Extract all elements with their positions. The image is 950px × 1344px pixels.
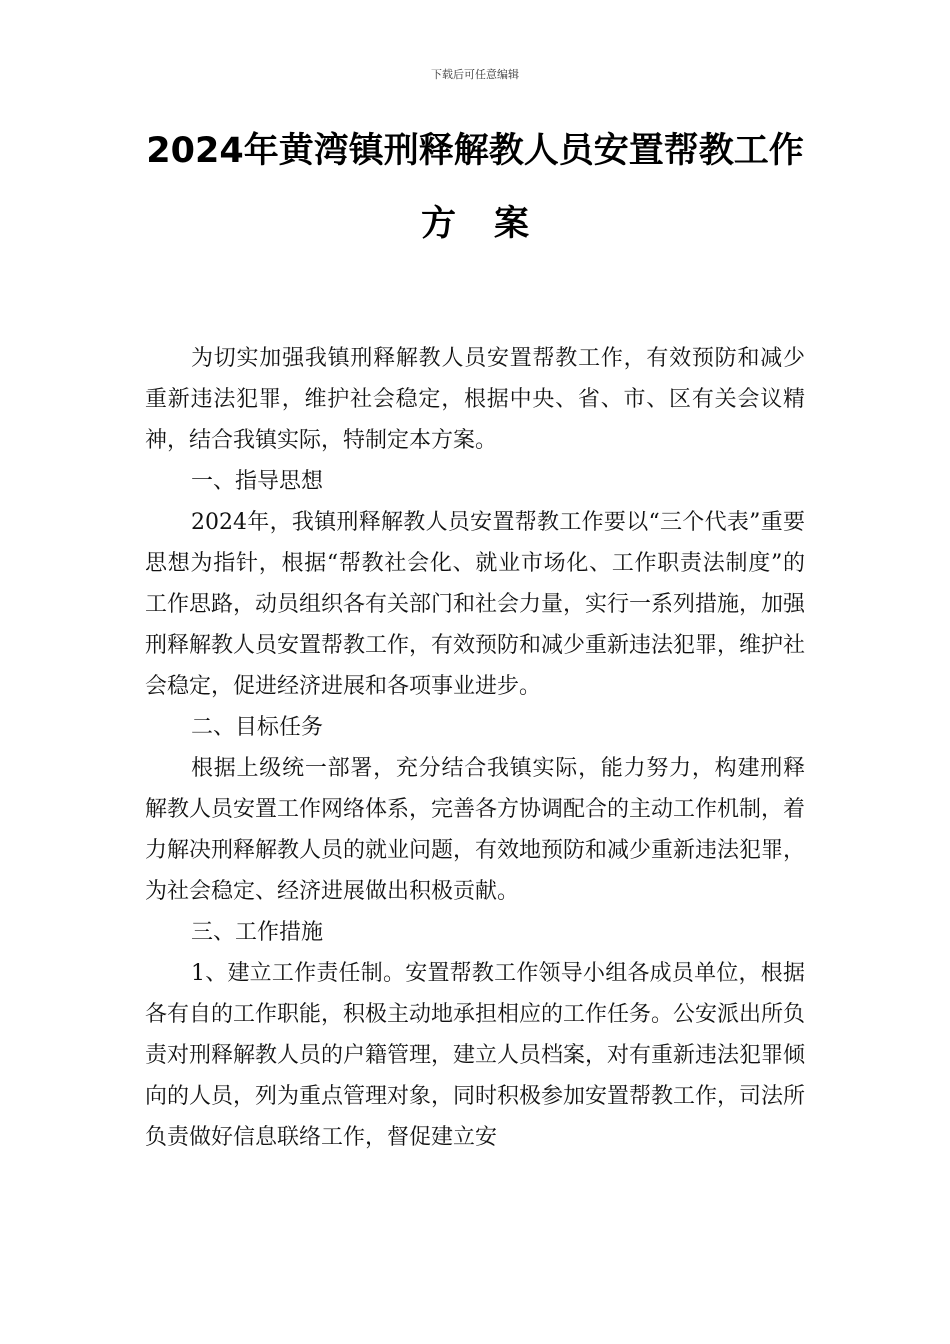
guiding-ideology-paragraph: 2024年，我镇刑释解教人员安置帮教工作要以“三个代表”重要思想为指针，根据“帮教社会化、就业市场化、工作职责法制度”的工作思路，动员组织各有关部门和社会力量，实行一系列措施，加强刑释解教人员安置帮教工作，有效预防和减少重新违法犯罪，维护社会稳定，促进经济进展和各项事业进步。 <box>145 510 806 699</box>
measures-paragraph-1: 1、建立工作责任制。安置帮教工作领导小组各成员单位，根据各有自的工作职能，积极主动地承担相应的工作任务。公安派出所负责对刑释解教人员的户籍管理，建立人员档案，对有重新违法犯罪倾向的人员，列为重点管理对象，同时积极参加安置帮教工作，司法所负责做好信息联络工作，督促建立安 <box>145 961 806 1150</box>
section-heading-goals: 二、目标任务 <box>191 715 324 740</box>
document-title-line2: 方案 <box>420 204 567 244</box>
document-title-line1: 2024年黄湾镇刑释解教人员安置帮教工作 <box>146 131 804 171</box>
goals-paragraph: 根据上级统一部署，充分结合我镇实际，能力努力，构建刑释解教人员安置工作网络体系，完善各方协调配合的主动工作机制，着力解决刑释解教人员的就业问题，有效地预防和减少重新违法犯罪，为社会稳定、经济进展做出积极贡献。 <box>145 756 806 904</box>
header-note: 下载后可任意编辑 <box>431 68 519 81</box>
intro-paragraph: 为切实加强我镇刑释解教人员安置帮教工作，有效预防和减少重新违法犯罪，维护社会稳定，根据中央、省、市、区有关会议精神，结合我镇实际，特制定本方案。 <box>145 346 805 453</box>
section-heading-guiding-ideology: 一、指导思想 <box>191 469 324 494</box>
document-body <box>145 338 805 1158</box>
section-heading-measures: 三、工作措施 <box>191 920 324 945</box>
